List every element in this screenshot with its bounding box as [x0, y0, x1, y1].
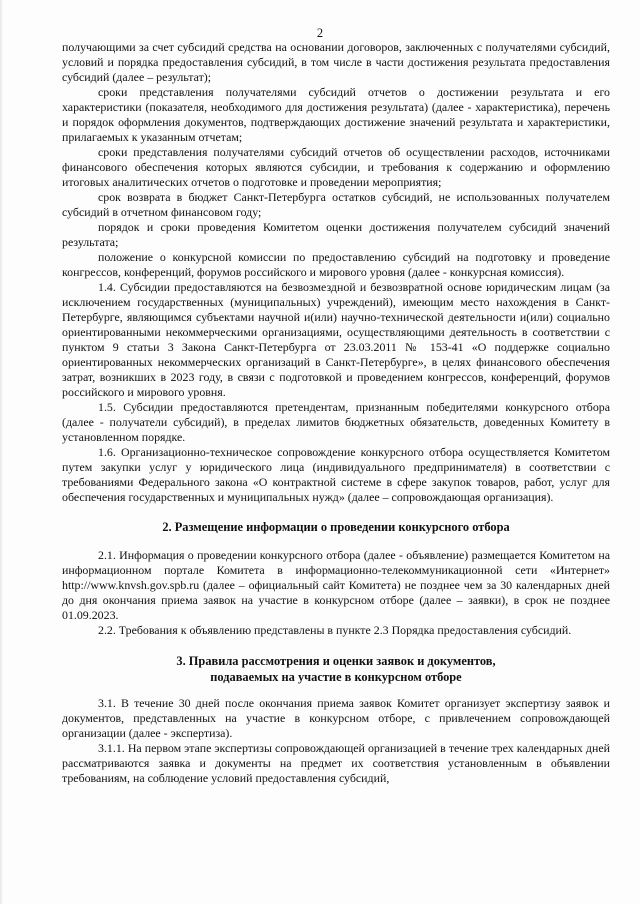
paragraph: сроки представления получателями субсидий отчетов об осуществлении расходов, источниками финансового обеспечения которых являются субсидии, и требования к содержанию и оформлению итоговых аналитических отчетов о подготовке и проведении мероприятия; [62, 145, 610, 189]
paragraph: сроки представления получателями субсидий отчетов о достижении результата и его характеристики (показателя, необходимого для достижения результата) (далее - характеристика), перечень и порядок оформления документов, подтверждающих достижение значений результата и характеристики, прилагаемых к указанным отчетам; [62, 85, 610, 144]
section-3-heading-line2: подаваемых на участие в конкурсном отборе [210, 670, 462, 684]
paragraph-2-1: 2.1. Информация о проведении конкурсного отбора (далее - объявление) размещается Комитетом на информационном портале Комитета в информационно-телекоммуникационной сети «Интернет» http://www.knvsh.gov.spb.ru (далее – официальный сайт Комитета) не позднее чем за 30 календарных дней до дня окончания приема заявок на участие в конкурсном отборе (далее – заявки), в срок не позднее 01.09.2023. [62, 548, 610, 622]
paragraph-1-4: 1.4. Субсидии предоставляются на безвозмездной и безвозвратной основе юридическим лицам (за исключением государственных (муниципальных) учреждений), имеющим место нахождения в Санкт-Петербурге, являющимся субъектами научной и(или) научно-технической деятельности и(или) социально ориентированными некоммерческими организациями, осуществляющими деятельность в соответствии с пунктом 9 статьи 3 Закона Санкт-Петербурга от 23.03.2011 № 153-41 «О поддержке социально ориентированных некоммерческих организаций в Санкт-Петербурге», в целях финансового обеспечения затрат, возникших в 2023 году, в связи с подготовкой и проведением конгрессов, конференций, форумов российского и мирового уровня. [62, 280, 610, 399]
section-3-heading [62, 653, 610, 685]
paragraph: срок возврата в бюджет Санкт-Петербурга остатков субсидий, не использованных получателем субсидий в отчетном финансовом году; [62, 190, 610, 219]
paragraph-3-1-1: 3.1.1. На первом этапе экспертизы сопровождающей организацией в течение трех календарных дней рассматриваются заявка и документы на предмет их соответствия установленным в объявлении требованиям, на соблюдение условий предоставления субсидий, [62, 741, 610, 785]
section-3-heading-line1: 3. Правила рассмотрения и оценки заявок и документов, [176, 654, 496, 668]
scan-edge [0, 0, 3, 904]
paragraph-1-5: 1.5. Субсидии предоставляются претендентам, признанным победителями конкурсного отбора (далее - получатели субсидий), в пределах лимитов бюджетных обязательств, доведенных Комитету в установленном порядке. [62, 400, 610, 444]
paragraph-2-2: 2.2. Требования к объявлению представлены в пункте 2.3 Порядка предоставления субсидий. [98, 623, 572, 637]
paragraph: положение о конкурсной комиссии по предоставлению субсидий на подготовку и проведение конгрессов, конференций, форумов российского и мирового уровня (далее - конкурсная комиссия). [62, 250, 610, 279]
paragraph-continuation: получающими за счет субсидий средства на основании договоров, заключенных с получателями субсидий, условий и порядка предоставления субсидий, в том числе в части достижения результата предоставления субсидий (далее – результат); [62, 40, 610, 84]
paragraph-1-6: 1.6. Организационно-техническое сопровождение конкурсного отбора осуществляется Комитетом путем закупки услуг у юридического лица (индивидуального предпринимателя) в соответствии с требованиями Федерального закона «О контрактной системе в сфере закупок товаров, работ, услуг для обеспечения государственных и муниципальных нужд» (далее – сопровождающая организация). [62, 445, 610, 504]
paragraph-3-1: 3.1. В течение 30 дней после окончания приема заявок Комитет организует экспертизу заявок и документов, представленных на участие в конкурсном отборе, с привлечением сопровождающей организации (далее - экспертиза). [62, 696, 610, 740]
paragraph: порядок и сроки проведения Комитетом оценки достижения получателем субсидий значений результата; [62, 220, 610, 249]
document-body [62, 40, 610, 786]
section-2-heading: 2. Размещение информации о проведении конкурсного отбора [162, 520, 510, 534]
page-number: 2 [316, 26, 324, 40]
